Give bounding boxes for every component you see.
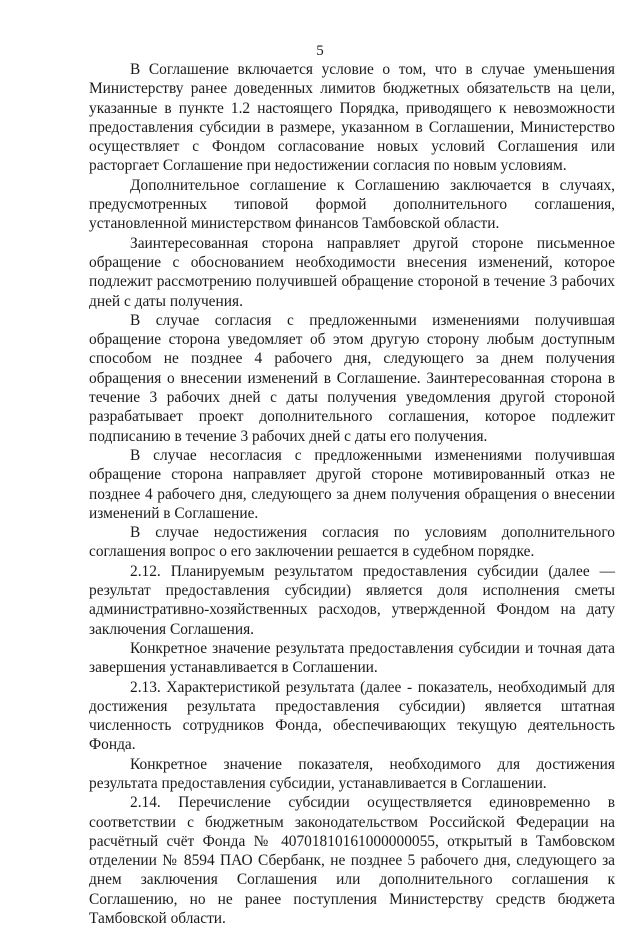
paragraph-disagreement-case: В случае несогласия с предложенными изменениями получившая обращение сторона направляет другой стороне мотивированный отказ не позднее 4 рабочего дня, следующего за днем получения обращения о внесении изменений в Соглашение. (89, 446, 615, 522)
page-number: 5 (316, 43, 324, 59)
paragraph-agreement-limits: В Соглашение включается условие о том, что в случае уменьшения Министерству ранее доведенных лимитов бюджетных обязательств на цели, указанные в пункте 1.2 настоящего Порядка, приводящего к невозможности предоставления субсидии в размере, указанном в Соглашении, Министерство осуществляет с Фондом согласование новых условий Соглашения или расторгает Соглашение при недостижении согласия по новым условиям. (89, 61, 615, 175)
paragraph-court-procedure: В случае недостижения согласия по условиям дополнительного соглашения вопрос о его заключении решается в судебном порядке. (89, 524, 615, 561)
paragraph-written-request: Заинтересованная сторона направляет другой стороне письменное обращение с обоснованием необходимости внесения изменений, которое подлежит рассмотрению получившей обращение стороной в течение 3 рабочих дней с даты получения. (89, 234, 615, 310)
paragraph-result-value: Конкретное значение результата предоставления субсидии и точная дата завершения устанавливается в Соглашении. (89, 639, 615, 677)
document-body (89, 60, 615, 928)
paragraph-2-12: 2.12. Планируемым результатом предоставления субсидии (далее — результат предоставления субсидии) является доля исполнения сметы административно-хозяйственных расходов, утвержденной Фондом на дату заключения Соглашения. (89, 562, 615, 638)
paragraph-consent-case: В случае согласия с предложенными изменениями получившая обращение сторона уведомляет об этом другую сторону любым доступным способом не позднее 4 рабочего дня, следующего за днем получения обращения о внесении изменений в Соглашение. Заинтересованная сторона в течение 3 рабочих дней с даты получения уведомления другой стороной разрабатывает проект дополнительного соглашения, которое подлежит подписанию в течение 3 рабочих дней с даты его получения. (89, 311, 615, 445)
paragraph-indicator-value: Конкретное значение показателя, необходимого для достижения результата предоставления субсидии, устанавливается в Соглашении. (89, 755, 615, 792)
paragraph-2-14: 2.14. Перечисление субсидии осуществляется единовременно в соответствии с бюджетным законодательством Российской Федерации на расчётный счёт Фонда № 40701810161000000055, открытый в Тамбовском отделении № 8594 ПАО Сбербанк, не позднее 5 рабочего дня, следующего за днем заключения Соглашения или дополнительного соглашения к Соглашению, но не ранее поступления Министерству средств бюджета Тамбовской области. (89, 794, 615, 928)
paragraph-additional-agreement: Дополнительное соглашение к Соглашению заключается в случаях, предусмотренных типовой формой дополнительного соглашения, установленной министерством финансов Тамбовской области. (89, 176, 615, 233)
paragraph-2-13: 2.13. Характеристикой результата (далее - показатель, необходимый для достижения результата предоставления субсидии) является штатная численность сотрудников Фонда, обеспечивающих текущую деятельность Фонда. (89, 678, 615, 754)
